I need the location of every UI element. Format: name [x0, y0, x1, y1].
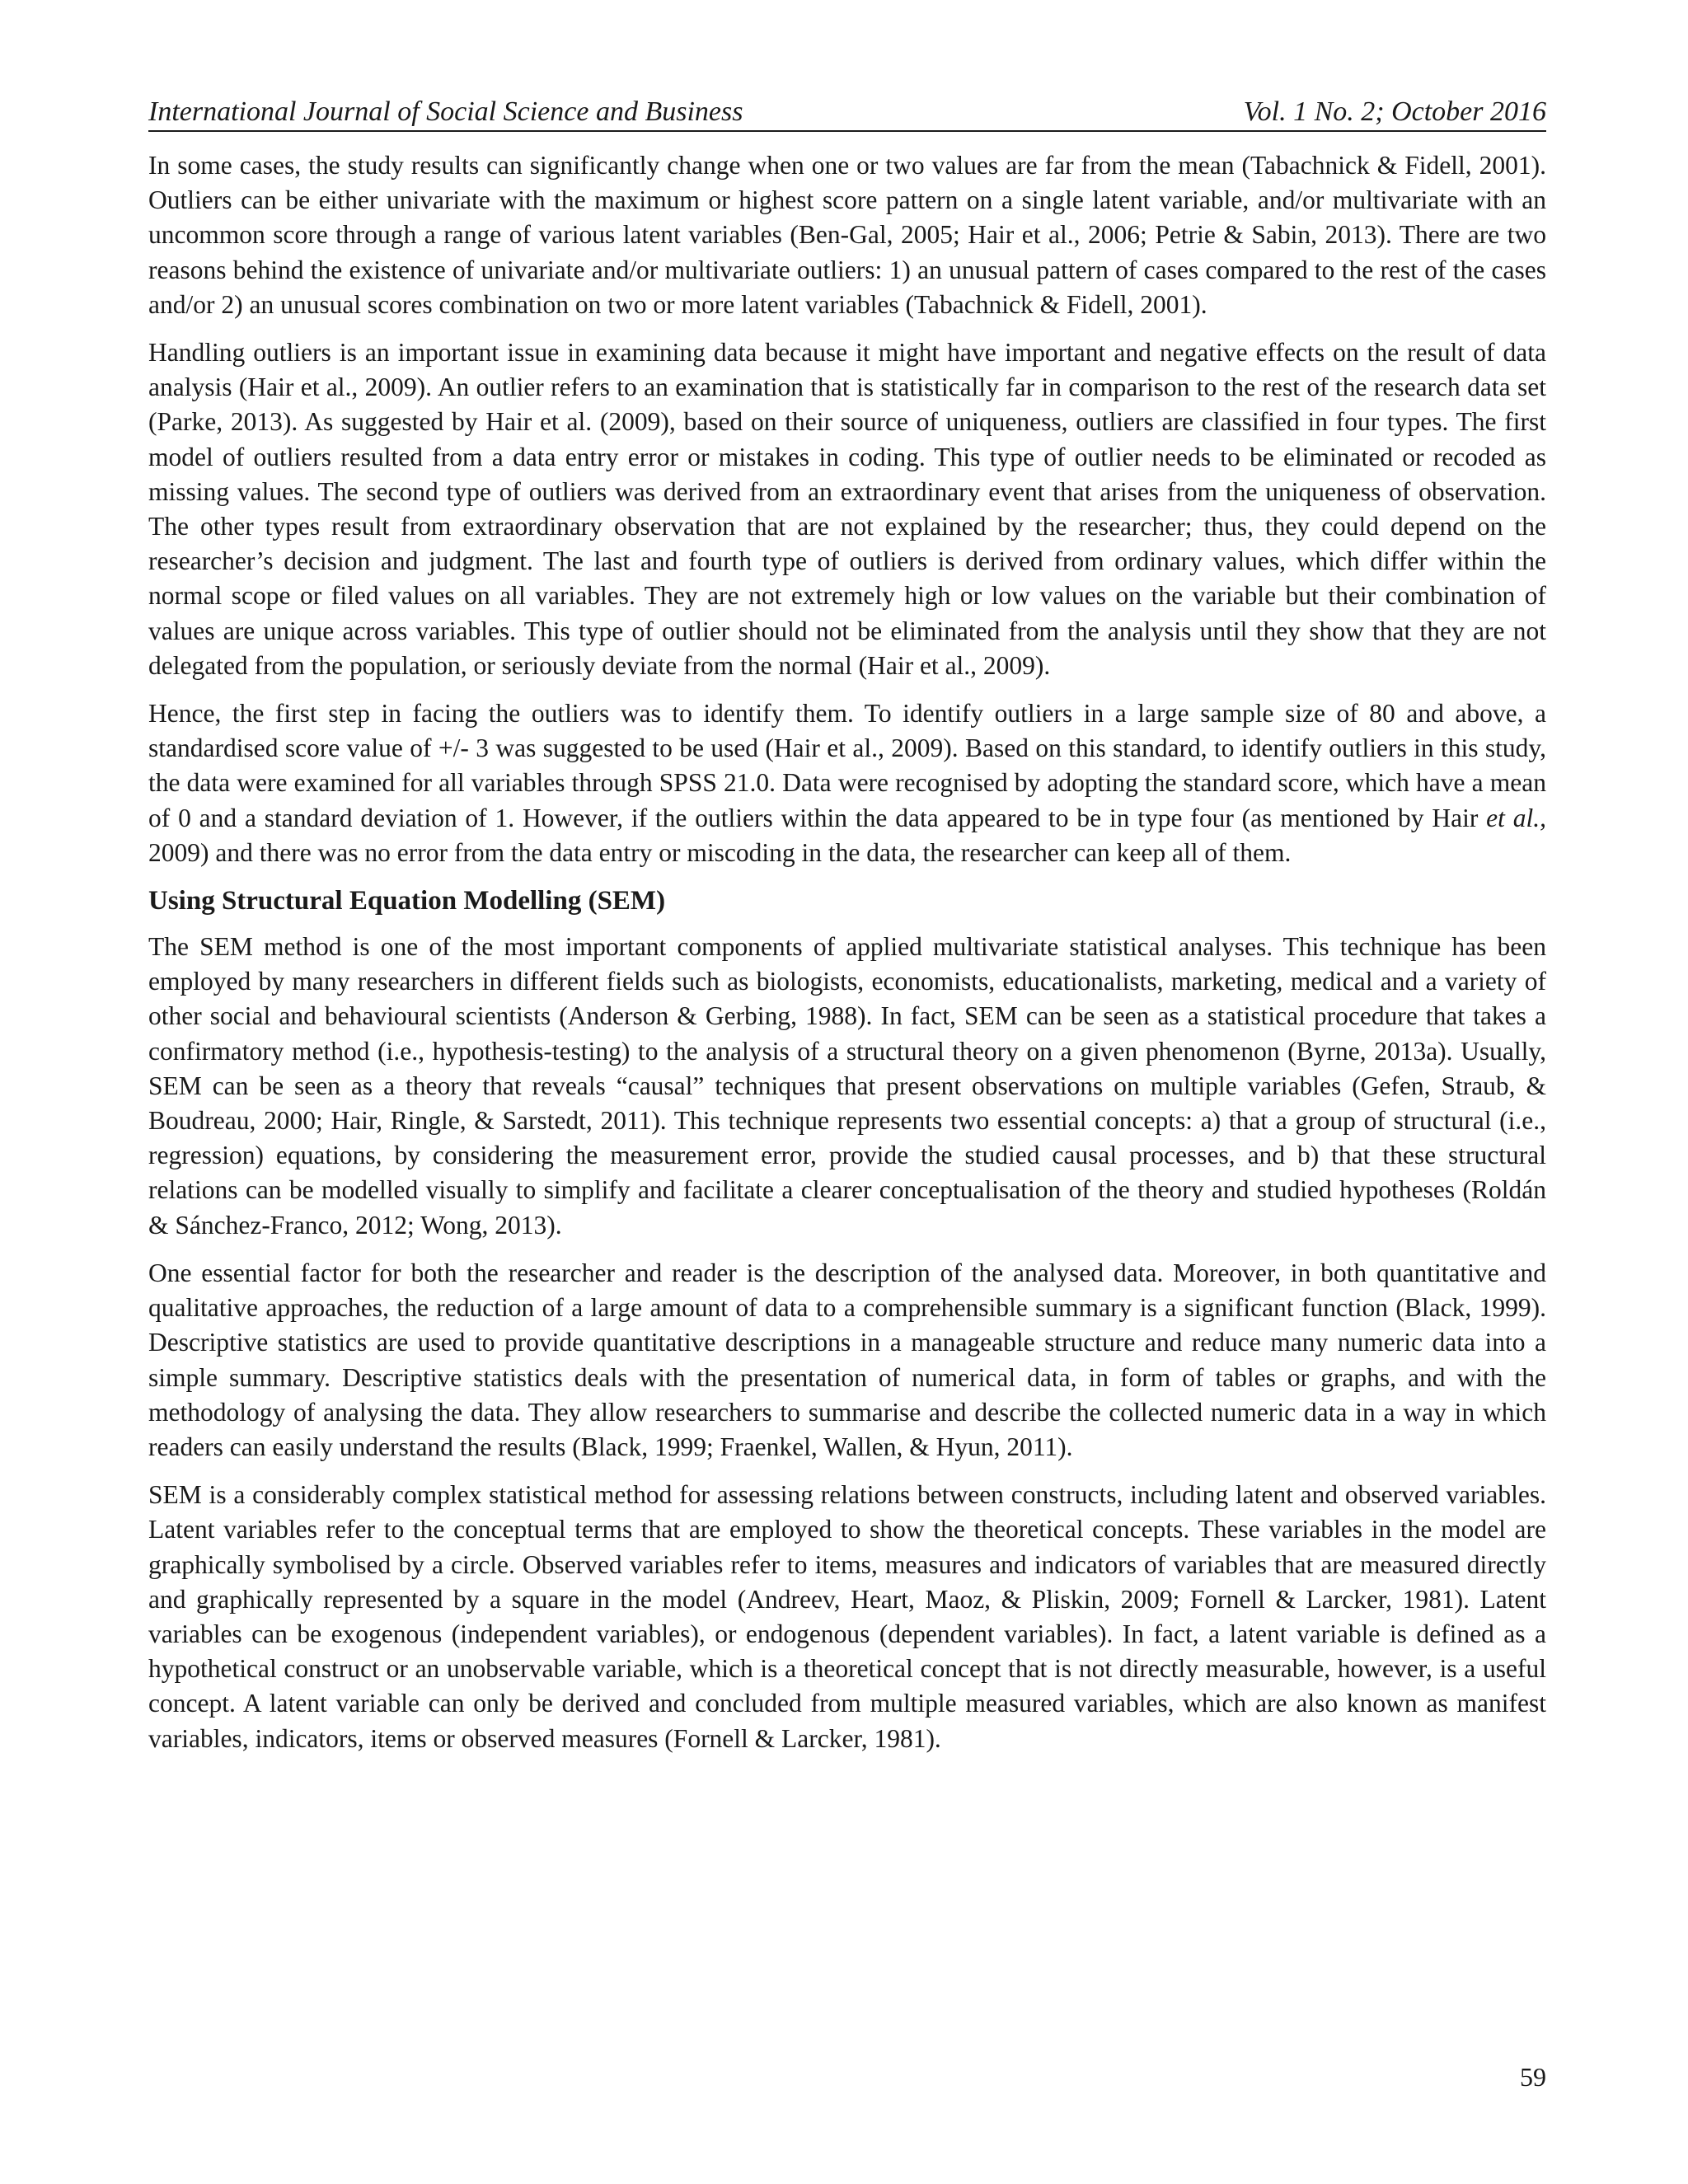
paragraph-text: 2009) and there was no error from the data entry or miscoding in the data, the researcher can keep all of them.	[148, 837, 1292, 867]
page-body	[148, 96, 1546, 1769]
paragraph-latent-variables: SEM is a considerably complex statistical method for assessing relations between constructs, including latent and observed variables. Latent variables refer to the conceptual terms that are employed to show the theoretical concepts. These variables in the model are graphically symbolised by a circle. Observed variables refer to items, measures and indicators of variables that are measured directly and graphically represented by a square in the model (Andreev, Heart, Maoz, & Pliskin, 2009; Fornell & Larcker, 1981). Latent variables can be exogenous (independent variables), or endogenous (dependent variables). In fact, a latent variable is defined as a hypothetical construct or an unobservable variable, which is a theoretical concept that is not directly measurable, however, is a useful concept. A latent variable can only be derived and concluded from multiple measured variables, which are also known as manifest variables, indicators, items or observed measures (Fornell & Larcker, 1981).	[148, 1480, 1546, 1753]
paragraph-handling-outliers: Handling outliers is an important issue in examining data because it might have important and negative effects on the result of data analysis (Hair et al., 2009). An outlier refers to an examination that is statistically far in comparison to the rest of the research data set (Parke, 2013). As suggested by Hair et al. (2009), based on their source of uniqueness, outliers are classified in four types. The first model of outliers resulted from a data entry error or mistakes in coding. This type of outlier needs to be eliminated or recoded as missing values. The second type of outliers was derived from an extraordinary event that arises from the uniqueness of observation. The other types result from extraordinary observation that are not explained by the researcher; thus, they could depend on the researcher’s decision and judgment. The last and fourth type of outliers is derived from ordinary values, which differ within the normal scope or filed values on all variables. They are not extremely high or low values on the variable but their combination of values are unique across variables. This type of outlier should not be eliminated from the analysis until they show that they are not delegated from the population, or seriously deviate from the normal (Hair et al., 2009).	[148, 338, 1546, 680]
section-heading: Using Structural Equation Modelling (SEM)	[148, 886, 666, 916]
volume-issue: Vol. 1 No. 2; October 2016	[1243, 96, 1546, 127]
paragraph-descriptive-statistics: One essential factor for both the researcher and reader is the description of the analysed data. Moreover, in both quantitative and qualitative approaches, the reduction of a large amount of data to a comprehensible summary is a significant function (Black, 1999). Descriptive statistics are used to provide quantitative descriptions in a manageable structure and reduce many numeric data into a simple summary. Descriptive statistics deals with the presentation of numerical data, in form of tables or graphs, and with the methodology of analysing the data. They allow researchers to summarise and describe the collected numeric data in a way in which readers can easily understand the results (Black, 1999; Fraenkel, Wallen, & Hyun, 2011).	[148, 1258, 1546, 1461]
running-header	[148, 96, 1546, 132]
paragraph-outlier-effects: In some cases, the study results can significantly change when one or two values are far from the mean (Tabachnick & Fidell, 2001). Outliers can be either univariate with the maximum or highest score pattern on a single latent variable, and/or multivariate with an uncommon score through a range of various latent variables (Ben-Gal, 2005; Hair et al., 2006; Petrie & Sabin, 2013). There are two reasons behind the existence of univariate and/or multivariate outliers: 1) an unusual pattern of cases compared to the rest of the cases and/or 2) an unusual scores combination on two or more latent variables (Tabachnick & Fidell, 2001).	[148, 151, 1546, 319]
italic-citation: et al.,	[1486, 803, 1546, 832]
paragraph-identifying-outliers	[148, 696, 1546, 870]
page-number: 59	[1520, 2062, 1546, 2092]
paragraph-text: Hence, the first step in facing the outliers was to identify them. To identify outliers in a large sample size of 80 and above, a standardised score value of +/- 3 was suggested to be used (Hair et al., 2009). Based on this standard, to identify outliers in this study, the data were examined for all variables through SPSS 21.0. Data were recognised by adopting the standard score, which have a mean of 0 and a standard deviation of 1. However, if the outliers within the data appeared to be in type four (as mentioned by Hair	[148, 699, 1546, 832]
paragraph-sem-method: The SEM method is one of the most important components of applied multivariate statistical analyses. This technique has been employed by many researchers in different fields such as biologists, economists, educationalists, marketing, medical and a variety of other social and behavioural scientists (Anderson & Gerbing, 1988). In fact, SEM can be seen as a statistical procedure that takes a confirmatory method (i.e., hypothesis-testing) to the analysis of a structural theory on a given phenomenon (Byrne, 2013a). Usually, SEM can be seen as a theory that reveals “causal” techniques that present observations on multiple variables (Gefen, Straub, & Boudreau, 2000; Hair, Ringle, & Sarstedt, 2011). This technique represents two essential concepts: a) that a group of structural (i.e., regression) equations, by considering the measurement error, provide the studied causal processes, and b) that these structural relations can be modelled visually to simplify and facilitate a clearer conceptualisation of the theory and studied hypotheses (Roldán & Sánchez-Franco, 2012; Wong, 2013).	[148, 932, 1546, 1240]
journal-title: International Journal of Social Science and Business	[148, 96, 743, 127]
